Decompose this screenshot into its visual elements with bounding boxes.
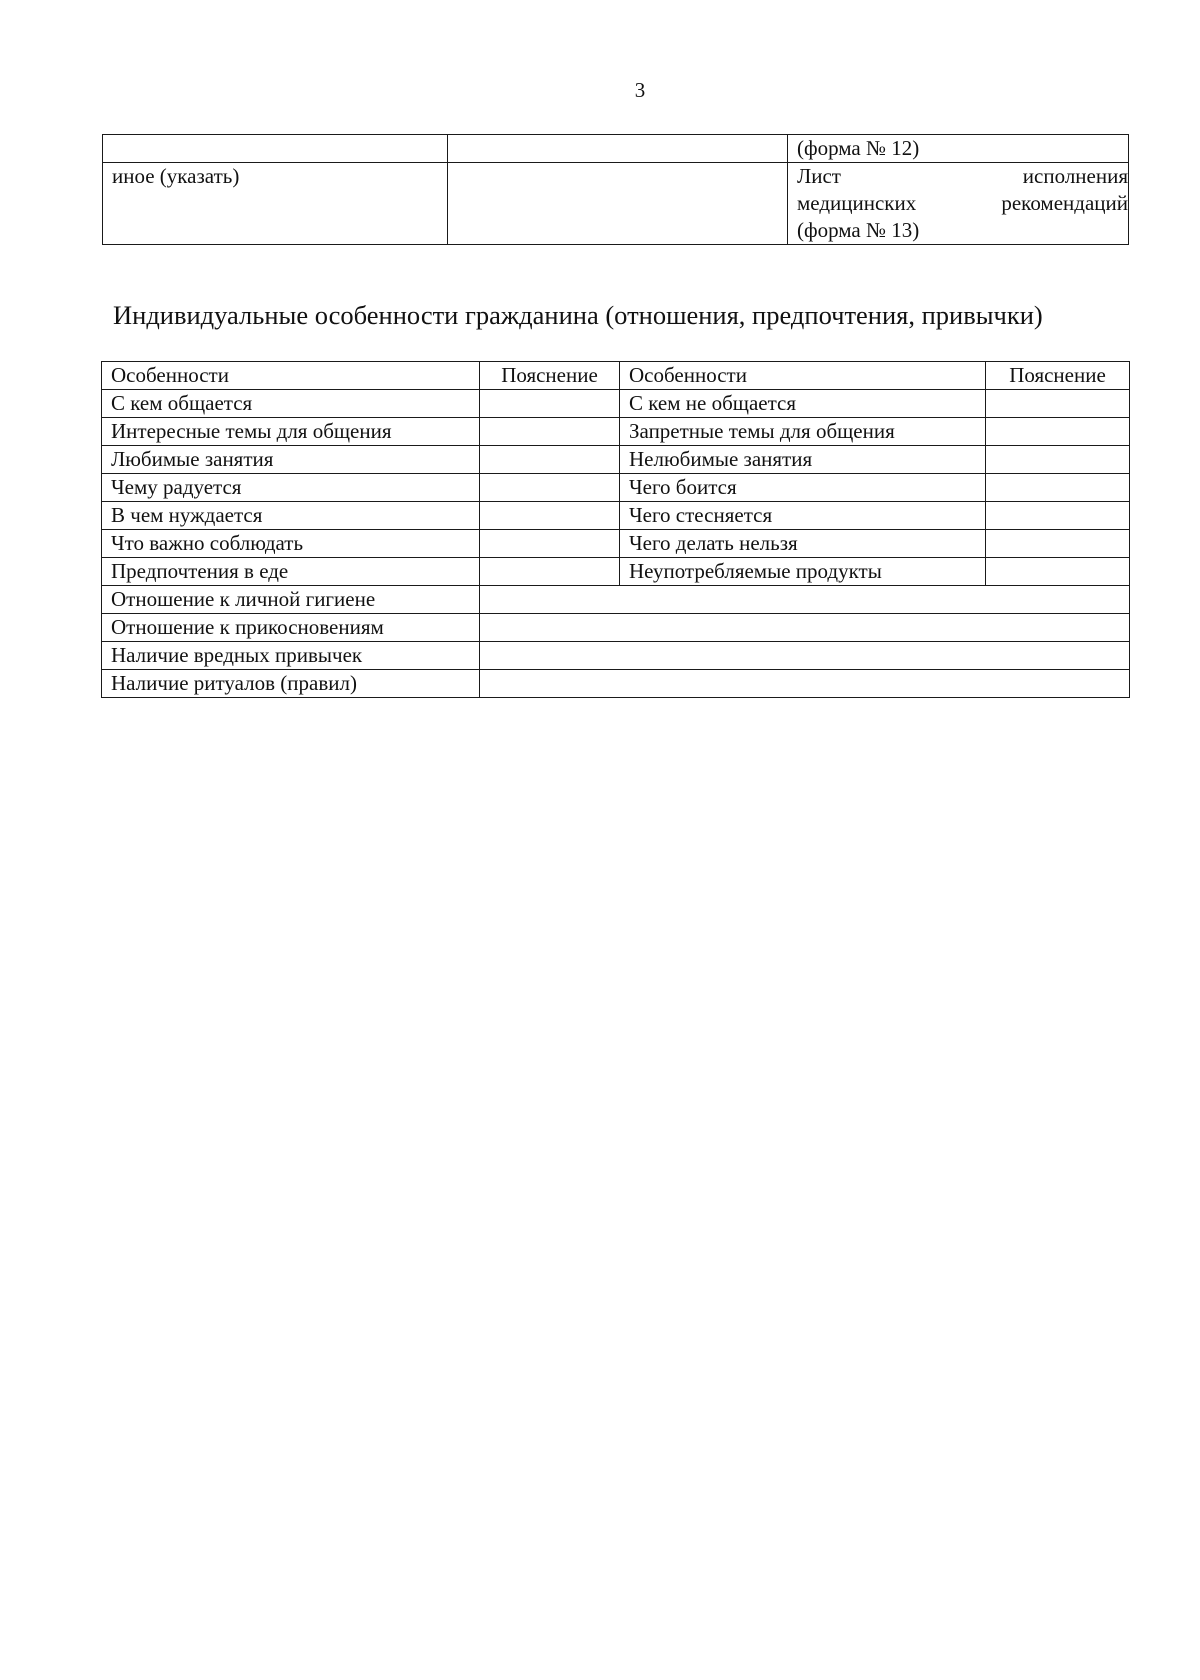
feature-label: Наличие ритуалов (правил) <box>102 670 480 698</box>
explanation-cell <box>480 558 620 586</box>
table-row <box>102 418 1130 446</box>
table-row <box>102 558 1130 586</box>
feature-label: Чего боится <box>620 474 986 502</box>
explanation-cell <box>986 474 1130 502</box>
cell-text: Лист <box>797 164 841 188</box>
table-row <box>102 642 1130 670</box>
table-row <box>102 502 1130 530</box>
column-header: Пояснение <box>480 362 620 390</box>
table-row <box>102 670 1130 698</box>
table-cell <box>788 163 1129 245</box>
feature-label: С кем не общается <box>620 390 986 418</box>
feature-label: В чем нуждается <box>102 502 480 530</box>
explanation-cell <box>480 530 620 558</box>
feature-label: Нелюбимые занятия <box>620 446 986 474</box>
cell-text: рекомендаций <box>1001 191 1128 215</box>
feature-label: Что важно соблюдать <box>102 530 480 558</box>
feature-label: Чему радуется <box>102 474 480 502</box>
feature-label: Отношение к личной гигиене <box>102 586 480 614</box>
explanation-cell <box>480 390 620 418</box>
feature-label: Неупотребляемые продукты <box>620 558 986 586</box>
explanation-cell <box>480 418 620 446</box>
feature-label: Интересные темы для общения <box>102 418 480 446</box>
explanation-cell <box>480 502 620 530</box>
table-row <box>103 163 1129 245</box>
explanation-cell <box>480 586 1130 614</box>
explanation-cell <box>986 390 1130 418</box>
explanation-cell <box>480 474 620 502</box>
column-header: Пояснение <box>986 362 1130 390</box>
text-line <box>797 163 1128 190</box>
table-header-row <box>102 362 1130 390</box>
feature-label: Любимые занятия <box>102 446 480 474</box>
feature-label: Предпочтения в еде <box>102 558 480 586</box>
feature-label: Чего делать нельзя <box>620 530 986 558</box>
explanation-cell <box>986 530 1130 558</box>
table-row <box>102 474 1130 502</box>
table-cell <box>448 163 788 245</box>
table-cell <box>103 135 448 163</box>
feature-label: Запретные темы для общения <box>620 418 986 446</box>
table-cell: (форма № 12) <box>788 135 1129 163</box>
table-row <box>102 446 1130 474</box>
feature-label: Отношение к прикосновениям <box>102 614 480 642</box>
explanation-cell <box>986 418 1130 446</box>
table-cell <box>448 135 788 163</box>
section-title: Индивидуальные особенности гражданина (отношения, предпочтения, привычки) <box>113 300 1043 330</box>
explanation-cell <box>986 558 1130 586</box>
explanation-cell <box>480 642 1130 670</box>
cell-text: (форма № 13) <box>797 218 920 242</box>
explanation-cell <box>480 614 1130 642</box>
explanation-cell <box>480 670 1130 698</box>
page-number: 3 <box>634 78 646 102</box>
cell-text: исполнения <box>1022 164 1128 188</box>
explanation-cell <box>986 446 1130 474</box>
column-header: Особенности <box>620 362 986 390</box>
explanation-cell <box>480 446 620 474</box>
services-table-continuation <box>102 134 1129 245</box>
table-row <box>102 390 1130 418</box>
table-row <box>102 586 1130 614</box>
table-row <box>102 530 1130 558</box>
individual-features-table <box>101 361 1130 698</box>
table-row <box>102 614 1130 642</box>
feature-label: Наличие вредных привычек <box>102 642 480 670</box>
table-cell: иное (указать) <box>103 163 448 245</box>
column-header: Особенности <box>102 362 480 390</box>
feature-label: С кем общается <box>102 390 480 418</box>
cell-text: медицинских <box>797 191 917 215</box>
explanation-cell <box>986 502 1130 530</box>
feature-label: Чего стесняется <box>620 502 986 530</box>
text-line <box>797 190 1128 217</box>
table-row <box>103 135 1129 163</box>
